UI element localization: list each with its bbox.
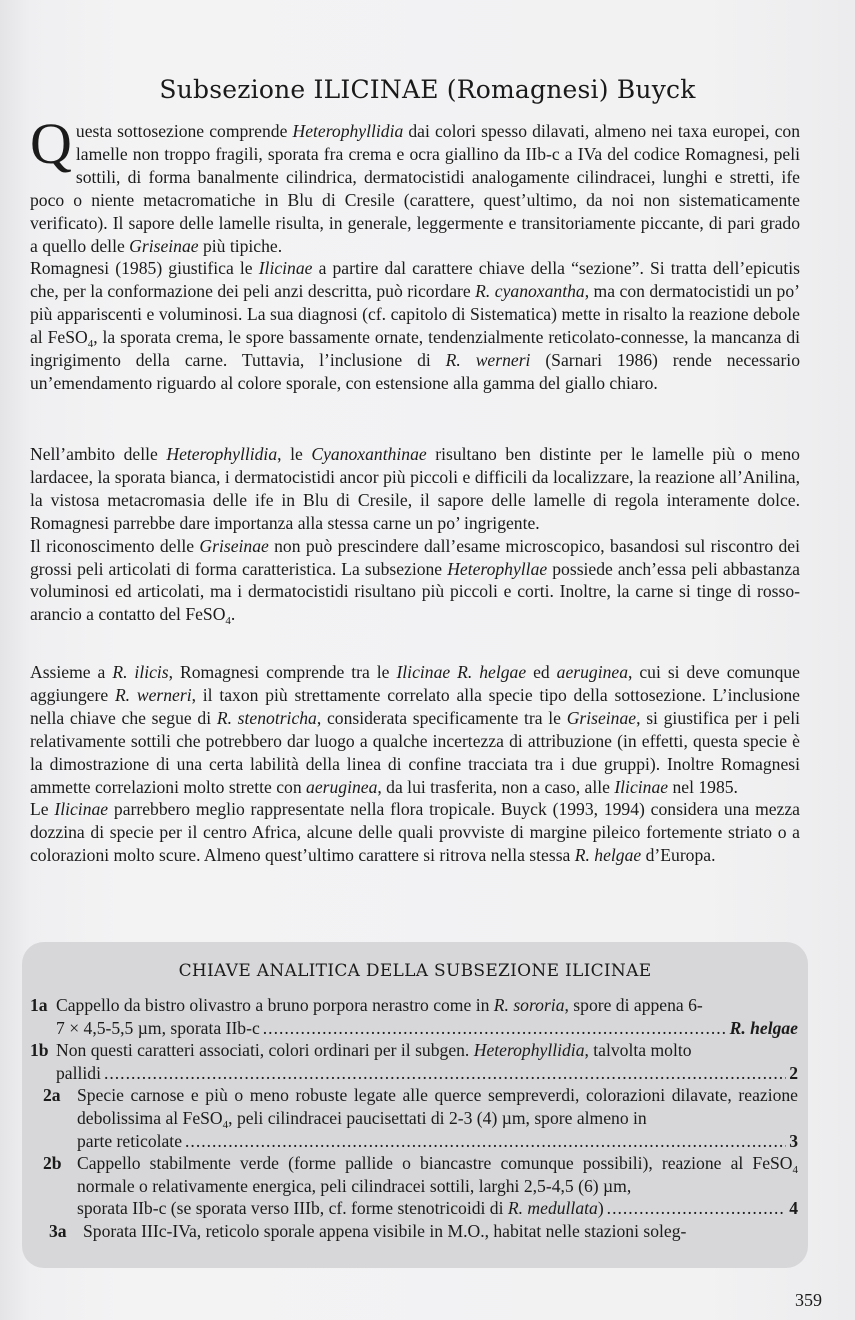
species-paragraph (30, 661, 800, 867)
key-title: CHIAVE ANALITICA DELLA SUBSEZIONE ILICINAE (178, 961, 652, 981)
key-result: 3 (789, 1130, 798, 1151)
leader-line (77, 1197, 798, 1220)
text: normale o relativamente energica, peli cilindracei sottili, larghi 2,5-4,5 (6) µm, (77, 1175, 632, 1196)
text: pallidi (56, 1062, 101, 1083)
key-number: 2b (43, 1153, 62, 1174)
page-number: 359 (795, 1290, 822, 1310)
text: , la sporata crema, le spore bassamente ornate, tendenzialmente reticolato-connesse, la mancanza di ingrigimento della carne. Tuttavia, l’inclusione di (30, 327, 801, 371)
subscript: 4 (87, 338, 94, 351)
text: Nell’ambito delle (30, 444, 167, 464)
text: più tipiche. (198, 235, 283, 256)
taxon-name: Ilicinae (258, 258, 313, 279)
text: , ma con dermatocistidi un po’ più appariscenti e voluminosi. La sua diagnosi (cf. capitolo di Sistematica) mette in risalto la reazione debole al FeSO (30, 281, 800, 348)
taxon-name: R. sororia (493, 995, 565, 1015)
subscript: 4 (225, 615, 231, 628)
key-result: 4 (789, 1198, 798, 1219)
paragraph (30, 535, 800, 627)
taxon-name: R. ilicis (112, 662, 169, 682)
text: Le (30, 799, 55, 820)
paragraph (30, 257, 800, 394)
text: , cui si deve comunque aggiungere (30, 662, 800, 705)
text: possiede anch’essa peli abbastanza voluminosi ed articolati, ma i dermatocistidi risultano più piccoli e corti. Inoltre, la carne si tinge di rosso-arancio a contatto del FeSO (30, 558, 800, 625)
taxon-name: Griseinae (566, 707, 637, 728)
taxon-name: R. medullata (507, 1198, 598, 1219)
subscript: 4 (792, 1164, 798, 1177)
taxon-name: aeruginea (556, 662, 629, 682)
text: Cappello da bistro olivastro a bruno porpora nerastro come in (56, 995, 494, 1015)
text: Cappello stabilmente verde (forme pallide o biancastre comunque possibili), reazione al FeSO (77, 1153, 793, 1174)
taxon-name: Cyanoxanthinae (311, 444, 427, 464)
text: risultano ben distinte per le lamelle più o meno lardacee, la sporata bianca, i dermatocistidi ancor più piccoli e difficili da localizzare, la reazione all’Anilina, la vistosa metacromasia delle ife in Blu di Cresile, il sapore delle lamelle di regola interamente dolce. Romagnesi parrebbe dare importanza alla stessa carne un po’ ingrigente. (30, 444, 800, 533)
text: ed (526, 662, 557, 682)
text: Non questi caratteri associati, colori ordinari per il subgen. (56, 1040, 474, 1061)
analytical-key-box (22, 942, 808, 1268)
text: uesta sottosezione comprende (75, 121, 293, 141)
subscript: 4 (222, 1118, 229, 1131)
text: dai colori spesso dilavati, almeno nei taxa europei, con lamelle non troppo fragili, sporata fra crema e ocra giallino da IIb-c a IVa del codice Romagnesi, peli sottili, di forma banalmente cilindrica, dermatocistidi analogamente cilindracei, lunghi e stretti, ife poco o niente metacromatiche in Blu di Cresile (carattere, quest’ultimo, da noi non sistematicamente verificato). Il sapore delle lamelle risulta, in generale, leggermente e transitoriamente piccante, di pari grado a quello delle (30, 121, 800, 256)
text: 7 × 4,5-5,5 µm, sporata IIb-c (56, 1017, 260, 1038)
leader-line (56, 1062, 798, 1085)
text: sporata IIb-c (se sporata verso IIIb, cf. forme stenotricoidi di (77, 1198, 508, 1219)
paragraph (30, 111, 800, 257)
paragraph (30, 661, 800, 798)
text: (Sarnari 1986) rende necessario un’emendamento riguardo al colore sporale, con estensione alla gamma del giallo chiaro. (30, 350, 800, 393)
text: , il taxon più strettamente correlato alla specie tipo della sottosezione. L’inclusione nella chiave che segue di (30, 684, 800, 728)
text: , si giustifica per i peli relativamente sottili che potrebbero dar luogo a qualche incertezza di attribuzione (in effetti, questa specie è la dimostrazione di una certa labilità della linea di confine tracciata tra i due gruppi). Inoltre Romagnesi ammette correlazioni molto strette con (30, 707, 800, 797)
taxon-name: R. helgae (574, 845, 642, 866)
comparison-paragraph (30, 443, 800, 626)
key-number: 2a (43, 1085, 61, 1106)
drop-cap: Q (30, 111, 72, 176)
key-result: R. helgae (729, 1017, 798, 1038)
text: . (230, 604, 236, 625)
taxon-name: Griseinae (129, 235, 199, 256)
text: , peli cilindracei paucisettati di 2-3 (4) µm, spore almeno in (228, 1107, 647, 1128)
text: d’Europa. (641, 845, 716, 866)
leader-line (77, 1130, 798, 1153)
text: Specie carnose e più o meno robuste legate alle querce sempreverdi, colorazioni dilavate, reazione debolissima al FeSO (77, 1085, 798, 1128)
taxon-name: R. werneri (445, 350, 531, 371)
key-number: 1b (30, 1040, 49, 1061)
taxon-name: Heterophyllidia (473, 1040, 585, 1061)
text: a partire dal carattere chiave della “sezione”. Si tratta dell’epicutis che, per la conformazione dei peli anzi descritta, può ricordare (30, 258, 800, 302)
text: parrebbero meglio rappresentate nella flora tropicale. Buyck (1993, 1994) considera una mezza dozzina di specie per il centro Africa, alcune delle quali provviste di margine pileico fortemente striato o a colorazioni molto scure. Almeno quest’ultimo carattere si ritrova nella stessa (30, 799, 800, 866)
dot-leader (263, 1017, 727, 1040)
text: Romagnesi (1985) giustifica le (30, 258, 259, 279)
text: parte reticolate (77, 1130, 183, 1151)
paragraph (30, 443, 800, 535)
taxon-name: Ilicinae (614, 776, 669, 797)
taxon-name: R. cyanoxantha (475, 281, 585, 302)
text: Assieme a (30, 662, 113, 682)
text (77, 1197, 604, 1220)
text: , spore di appena 6- (564, 995, 703, 1015)
key-result: 2 (789, 1062, 798, 1083)
paragraph (30, 798, 800, 867)
key-item-2a (30, 1084, 798, 1152)
text: , le (277, 444, 312, 464)
text: nel 1985. (668, 776, 738, 797)
text: , considerata specificamente tra le (316, 707, 567, 728)
text: , talvolta molto (584, 1040, 692, 1061)
section-title: Subsezione ILICINAE (Romagnesi) Buyck (159, 74, 696, 104)
key-item-1b (30, 1039, 798, 1084)
dot-leader (185, 1130, 786, 1153)
text: Il riconoscimento delle (30, 535, 200, 556)
taxon-name: R. stenotricha (216, 707, 317, 728)
key-list (30, 994, 798, 1243)
text: , da lui trasferita, non a caso, alle (377, 776, 615, 797)
taxon-name: Ilicinae (54, 799, 109, 820)
taxon-name: Griseinae (199, 535, 269, 556)
taxon-name: R. werneri (114, 684, 192, 705)
key-item-1a (30, 994, 798, 1039)
taxon-name: aeruginea (306, 776, 378, 797)
taxon-name: Ilicinae R. helgae (396, 662, 527, 682)
key-number: 1a (30, 995, 48, 1015)
key-item-2b (30, 1152, 798, 1220)
text: non può prescindere dall’esame microscopico, basandosi sul riscontro dei grossi peli articolati di forma caratteristica. La subsezione (30, 535, 800, 579)
key-item-3a (30, 1220, 798, 1243)
text: Sporata IIIc-IVa, reticolo sporale appena visibile in M.O., habitat nelle stazioni soleg- (83, 1220, 687, 1241)
dot-leader (607, 1197, 787, 1220)
key-number: 3a (49, 1220, 67, 1241)
text: , Romagnesi comprende tra le (168, 662, 397, 682)
taxon-name: Heterophyllidia (292, 121, 404, 141)
taxon-name: Heterophyllidia (166, 444, 278, 464)
leader-line (56, 1017, 798, 1040)
dot-leader (104, 1062, 786, 1085)
text: ) (597, 1198, 604, 1219)
taxon-name: Heterophyllae (447, 558, 548, 579)
intro-paragraph (30, 111, 801, 395)
